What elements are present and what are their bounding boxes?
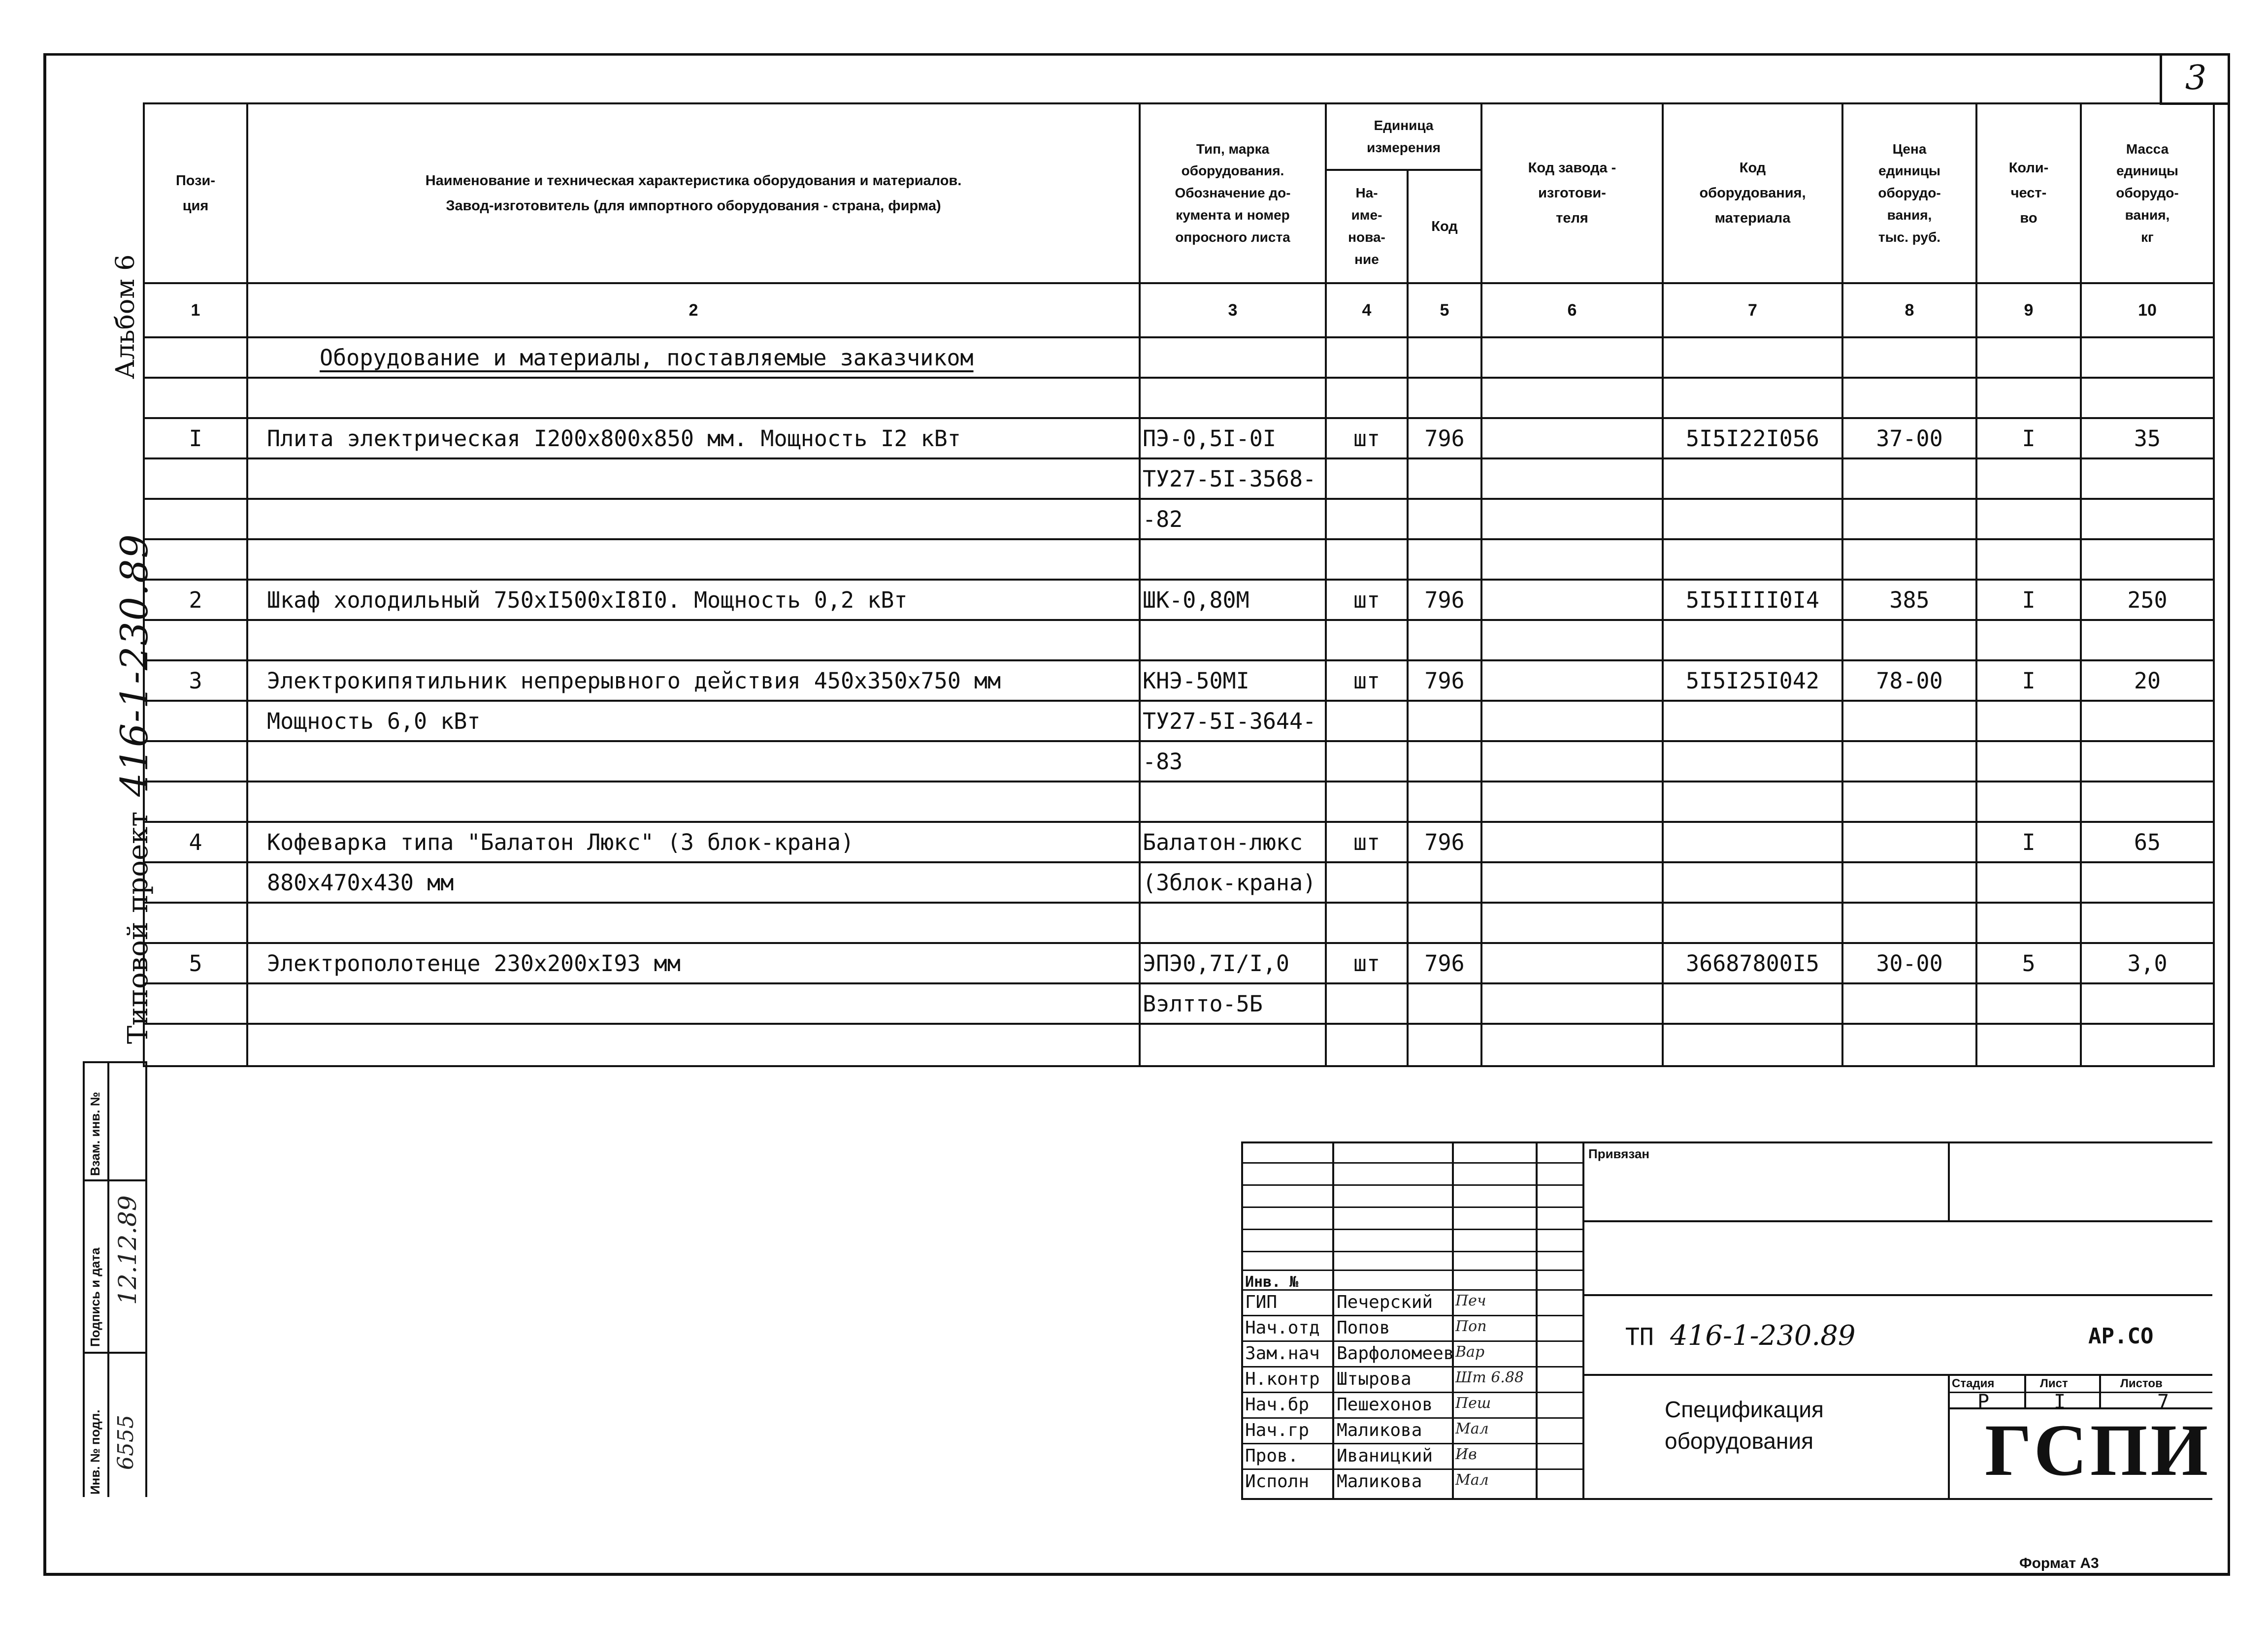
signature: Мал: [1455, 1420, 1489, 1437]
item-mass: 35: [2081, 418, 2214, 458]
table-cell: [1140, 782, 1326, 822]
section-title: Оборудование и материалы, поставляемые заказчиком: [247, 337, 1140, 378]
table-cell: [2081, 337, 2214, 378]
item-unit-code: 796: [1408, 418, 1481, 458]
stage-value: Р: [1977, 1391, 1990, 1413]
table-cell: [1663, 499, 1842, 539]
table-cell: [1408, 378, 1481, 418]
table-cell: [2081, 983, 2214, 1024]
person-name: Штырова: [1337, 1369, 1412, 1389]
role-label: Нач.бр: [1245, 1395, 1310, 1415]
table-cell: [1140, 378, 1326, 418]
person-name: Попов: [1337, 1318, 1390, 1338]
table-cell: [1140, 1024, 1326, 1066]
signature: Вар: [1455, 1343, 1485, 1361]
item-unit: шт: [1326, 943, 1408, 983]
table-row: [144, 943, 2214, 983]
signature: Ив: [1455, 1446, 1477, 1463]
item-price: 37-00: [1842, 418, 1976, 458]
item-factory-code: [1481, 943, 1663, 983]
table-cell: [1663, 903, 1842, 943]
item-name-continued: [247, 741, 1140, 782]
table-cell: [1481, 782, 1663, 822]
role-label: ГИП: [1245, 1292, 1278, 1312]
label-vzam: Взам. инв. №: [88, 1092, 102, 1176]
item-unit: шт: [1326, 418, 1408, 458]
table-cell: [2081, 499, 2214, 539]
item-factory-code: [1481, 418, 1663, 458]
table-cell: [144, 741, 247, 782]
item-name: Электрополотенце 230x200xI93 мм: [247, 943, 1140, 983]
table-cell: [1326, 782, 1408, 822]
table-cell: [247, 378, 1140, 418]
table-cell: [2081, 378, 2214, 418]
item-mass: 250: [2081, 580, 2214, 620]
table-cell: [1976, 337, 2081, 378]
stage-label: Стадия: [1952, 1377, 1995, 1390]
item-type: ЭПЭ0,7I/I,0: [1140, 943, 1326, 983]
person-name: Маликова: [1337, 1420, 1422, 1440]
item-name: Плита электрическая I200x800x850 мм. Мощность I2 кВт: [247, 418, 1140, 458]
table-cell: [1842, 983, 1976, 1024]
inv-value: 6555: [113, 1415, 138, 1470]
table-cell: [1408, 983, 1481, 1024]
item-code: 5I5IIII0I4: [1663, 580, 1842, 620]
table-cell: [144, 1024, 247, 1066]
corner-sheet-number: 3: [2160, 53, 2230, 105]
item-unit-code: 796: [1408, 580, 1481, 620]
table-cell: [144, 378, 247, 418]
item-quantity: I: [1976, 660, 2081, 701]
table-cell: [1326, 862, 1408, 903]
person-name: Печерский: [1337, 1292, 1433, 1312]
table-cell: [1481, 903, 1663, 943]
table-cell: [1663, 337, 1842, 378]
project-label-text: Типовой проект: [122, 811, 154, 1044]
table-cell: [1663, 701, 1842, 741]
table-cell: [1408, 620, 1481, 660]
table-cell: [1842, 458, 1976, 499]
header-price: Цена единицы оборудо- вания, тыс. руб.: [1842, 103, 1976, 283]
signature: Шт 6.88: [1455, 1369, 1524, 1386]
table-cell: [144, 862, 247, 903]
document-code: АР.СО: [2088, 1324, 2154, 1349]
item-type-continued: Вэлтто-5Б: [1140, 983, 1326, 1024]
table-cell: [1976, 458, 2081, 499]
header-mass: Масса единицы оборудо- вания, кг: [2081, 103, 2214, 283]
table-cell: [1976, 903, 2081, 943]
album-label: Альбом 6: [111, 254, 140, 379]
person-name: Маликова: [1337, 1471, 1422, 1492]
role-label: Нач.отд: [1245, 1318, 1320, 1338]
role-label: Пров.: [1245, 1446, 1299, 1466]
item-type-continued: ТУ27-5I-3644-: [1140, 701, 1326, 741]
item-position: 2: [144, 580, 247, 620]
table-cell: [1408, 862, 1481, 903]
table-cell: [1976, 983, 2081, 1024]
item-unit: шт: [1326, 580, 1408, 620]
table-cell: [1326, 903, 1408, 943]
header-name: Наименование и техническая характеристика оборудования и материалов. Завод-изготовитель (для импортного оборудования - страна, фирма): [247, 103, 1140, 283]
item-position: 4: [144, 822, 247, 862]
designation: [1625, 1320, 1855, 1352]
header-quantity: Коли- чест- во: [1976, 103, 2081, 283]
spacer-row: [144, 1024, 2214, 1066]
item-price: 385: [1842, 580, 1976, 620]
header-type: Тип, марка оборудования. Обозначение до- кумента и номер опросного листа: [1140, 103, 1326, 283]
project-number: 416-1-230.89: [112, 533, 156, 797]
designation-number: 416-1-230.89: [1670, 1320, 1856, 1352]
table-row-continued: [144, 741, 2214, 782]
table-cell: [1976, 741, 2081, 782]
inv-no-label: Инв. №: [1245, 1273, 1299, 1291]
document-title: Спецификация оборудования: [1665, 1397, 1824, 1454]
specification-table: [143, 102, 2215, 1067]
table-cell: [1326, 1024, 1408, 1066]
table-cell: [1842, 741, 1976, 782]
item-unit-code: 796: [1408, 943, 1481, 983]
header-factory-code: Код завода - изготови- теля: [1481, 103, 1663, 283]
table-cell: [144, 539, 247, 580]
table-cell: [1481, 983, 1663, 1024]
item-position: 5: [144, 943, 247, 983]
format-label: Формат А3: [2019, 1555, 2099, 1571]
table-cell: [1481, 499, 1663, 539]
item-name: Электрокипятильник непрерывного действия 450x350x750 мм: [247, 660, 1140, 701]
table-cell: [1842, 701, 1976, 741]
table-row-continued: [144, 983, 2214, 1024]
table-cell: [2081, 903, 2214, 943]
table-cell: [247, 1024, 1140, 1066]
label-podpis: Подпись и дата: [88, 1247, 102, 1347]
item-mass: 65: [2081, 822, 2214, 862]
table-cell: [1842, 378, 1976, 418]
header-unit: Единица измерения: [1326, 103, 1481, 170]
item-name-continued: [247, 458, 1140, 499]
table-cell: [2081, 620, 2214, 660]
item-type: ПЭ-0,5I-0I: [1140, 418, 1326, 458]
table-cell: [2081, 458, 2214, 499]
date-value: 12.12.89: [113, 1195, 142, 1305]
table-cell: [1140, 903, 1326, 943]
table-cell: [1326, 701, 1408, 741]
sheet-label: Лист: [2040, 1377, 2068, 1390]
table-cell: [144, 499, 247, 539]
table-cell: [2081, 701, 2214, 741]
table-cell: [1842, 862, 1976, 903]
table-cell: [1326, 983, 1408, 1024]
table-cell: [247, 620, 1140, 660]
table-cell: [1663, 378, 1842, 418]
table-cell: [1481, 337, 1663, 378]
item-name-continued: Мощность 6,0 кВт: [247, 701, 1140, 741]
item-code: 36687800I5: [1663, 943, 1842, 983]
item-name: Шкаф холодильный 750xI500xI8I0. Мощность 0,2 кВт: [247, 580, 1140, 620]
table-cell: [1140, 620, 1326, 660]
item-type-continued: -82: [1140, 499, 1326, 539]
item-position: 3: [144, 660, 247, 701]
table-row: [144, 580, 2214, 620]
table-cell: [1663, 620, 1842, 660]
table-cell: [1326, 620, 1408, 660]
item-mass: 3,0: [2081, 943, 2214, 983]
table-cell: [144, 983, 247, 1024]
table-cell: [1408, 741, 1481, 782]
table-cell: [144, 701, 247, 741]
table-row-continued: [144, 862, 2214, 903]
table-cell: [2081, 539, 2214, 580]
table-cell: [1976, 499, 2081, 539]
table-cell: [2081, 782, 2214, 822]
section-row: [144, 337, 2214, 378]
item-type: Балатон-люкс: [1140, 822, 1326, 862]
role-label: Зам.нач: [1245, 1343, 1320, 1364]
table-cell: [1976, 539, 2081, 580]
table-cell: [1842, 903, 1976, 943]
item-name-continued: [247, 983, 1140, 1024]
table-cell: [1326, 539, 1408, 580]
table-cell: [1663, 983, 1842, 1024]
item-name: Кофеварка типа "Балатон Люкс" (3 блок-крана): [247, 822, 1140, 862]
table-cell: [1326, 499, 1408, 539]
item-unit: шт: [1326, 660, 1408, 701]
person-name: Пешехонов: [1337, 1395, 1433, 1415]
item-mass: 20: [2081, 660, 2214, 701]
table-cell: [1663, 1024, 1842, 1066]
item-quantity: 5: [1976, 943, 2081, 983]
table-cell: [1842, 539, 1976, 580]
table-cell: [1842, 1024, 1976, 1066]
item-price: 78-00: [1842, 660, 1976, 701]
sheets-label: Листов: [2120, 1377, 2163, 1390]
table-cell: [1663, 458, 1842, 499]
spacer-row: [144, 903, 2214, 943]
table-cell: [1140, 539, 1326, 580]
item-price: [1842, 822, 1976, 862]
table-cell: [1842, 499, 1976, 539]
label-inv-podl: Инв. № подл.: [88, 1409, 102, 1495]
table-cell: [1842, 337, 1976, 378]
item-unit-code: 796: [1408, 822, 1481, 862]
table-cell: [2081, 1024, 2214, 1066]
spacer-row: [144, 782, 2214, 822]
table-cell: [1976, 620, 2081, 660]
item-quantity: I: [1976, 418, 2081, 458]
table-cell: [2081, 741, 2214, 782]
role-label: Исполн: [1245, 1471, 1310, 1492]
table-row: [144, 660, 2214, 701]
table-cell: [144, 620, 247, 660]
item-code: 5I5I25I042: [1663, 660, 1842, 701]
item-type-continued: -83: [1140, 741, 1326, 782]
table-cell: [1663, 782, 1842, 822]
table-cell: [1408, 701, 1481, 741]
sheet-value: I: [2054, 1391, 2066, 1413]
table-row: [144, 822, 2214, 862]
table-cell: [144, 782, 247, 822]
item-code: [1663, 822, 1842, 862]
table-cell: [1481, 378, 1663, 418]
table-cell: [1976, 862, 2081, 903]
item-name-continued: 880x470x430 мм: [247, 862, 1140, 903]
table-row-continued: [144, 499, 2214, 539]
table-cell: [144, 903, 247, 943]
designation-prefix: ТП: [1625, 1323, 1654, 1351]
table-row-continued: [144, 458, 2214, 499]
table-cell: [144, 337, 247, 378]
header-unit-name: На- име- нова- ние: [1326, 170, 1408, 283]
role-label: Нач.гр: [1245, 1420, 1310, 1440]
person-name: Иваницкий: [1337, 1446, 1433, 1466]
table-cell: [1481, 862, 1663, 903]
item-position: I: [144, 418, 247, 458]
organization-logo: ГСПИ: [1985, 1409, 2211, 1491]
signature: Печ: [1455, 1292, 1486, 1309]
item-factory-code: [1481, 660, 1663, 701]
table-cell: [1663, 862, 1842, 903]
signature: Пеш: [1455, 1395, 1491, 1412]
item-code: 5I5I22I056: [1663, 418, 1842, 458]
item-type: ШК-0,80М: [1140, 580, 1326, 620]
item-unit: шт: [1326, 822, 1408, 862]
table-cell: [1408, 1024, 1481, 1066]
table-cell: [1481, 458, 1663, 499]
table-cell: [1481, 539, 1663, 580]
table-cell: [1140, 337, 1326, 378]
table-row: [144, 418, 2214, 458]
role-label: Н.контр: [1245, 1369, 1320, 1389]
column-numbers-row: 1 2 3 4 5 6 7 8 9 10: [144, 283, 2214, 337]
item-quantity: I: [1976, 580, 2081, 620]
item-type: КНЭ-50МI: [1140, 660, 1326, 701]
item-type-continued: (3блок-крана): [1140, 862, 1326, 903]
table-cell: [1481, 741, 1663, 782]
table-cell: [1976, 701, 2081, 741]
header-equipment-code: Код оборудования, материала: [1663, 103, 1842, 283]
table-cell: [1481, 1024, 1663, 1066]
table-row-continued: [144, 701, 2214, 741]
item-unit-code: 796: [1408, 660, 1481, 701]
item-name-continued: [247, 499, 1140, 539]
table-cell: [1842, 620, 1976, 660]
table-cell: [1408, 458, 1481, 499]
table-cell: [1408, 782, 1481, 822]
signature: Мал: [1455, 1471, 1489, 1489]
table-cell: [1842, 782, 1976, 822]
item-quantity: I: [1976, 822, 2081, 862]
table-cell: [1326, 378, 1408, 418]
table-cell: [1481, 620, 1663, 660]
privyazan-label: Привязан: [1588, 1146, 1650, 1161]
table-cell: [1408, 499, 1481, 539]
table-cell: [1408, 337, 1481, 378]
table-cell: [1408, 903, 1481, 943]
sheets-value: 7: [2157, 1391, 2169, 1413]
table-cell: [1976, 1024, 2081, 1066]
item-type-continued: ТУ27-5I-3568-: [1140, 458, 1326, 499]
item-factory-code: [1481, 580, 1663, 620]
table-cell: [2081, 862, 2214, 903]
table-cell: [247, 539, 1140, 580]
signature: Поп: [1455, 1318, 1487, 1335]
table-cell: [1663, 741, 1842, 782]
item-factory-code: [1481, 822, 1663, 862]
table-cell: [1326, 337, 1408, 378]
table-cell: [144, 458, 247, 499]
table-cell: [247, 903, 1140, 943]
table-cell: [247, 782, 1140, 822]
table-cell: [1326, 741, 1408, 782]
item-price: 30-00: [1842, 943, 1976, 983]
table-cell: [1408, 539, 1481, 580]
table-cell: [1663, 539, 1842, 580]
spacer-row: [144, 539, 2214, 580]
person-name: Варфоломеев: [1337, 1343, 1454, 1364]
table-cell: [1481, 701, 1663, 741]
table-cell: [1976, 378, 2081, 418]
spacer-row: [144, 620, 2214, 660]
spacer-row: [144, 378, 2214, 418]
header-position: Пози- ция: [144, 103, 247, 283]
table-cell: [1976, 782, 2081, 822]
header-unit-code: Код: [1408, 170, 1481, 283]
table-cell: [1326, 458, 1408, 499]
